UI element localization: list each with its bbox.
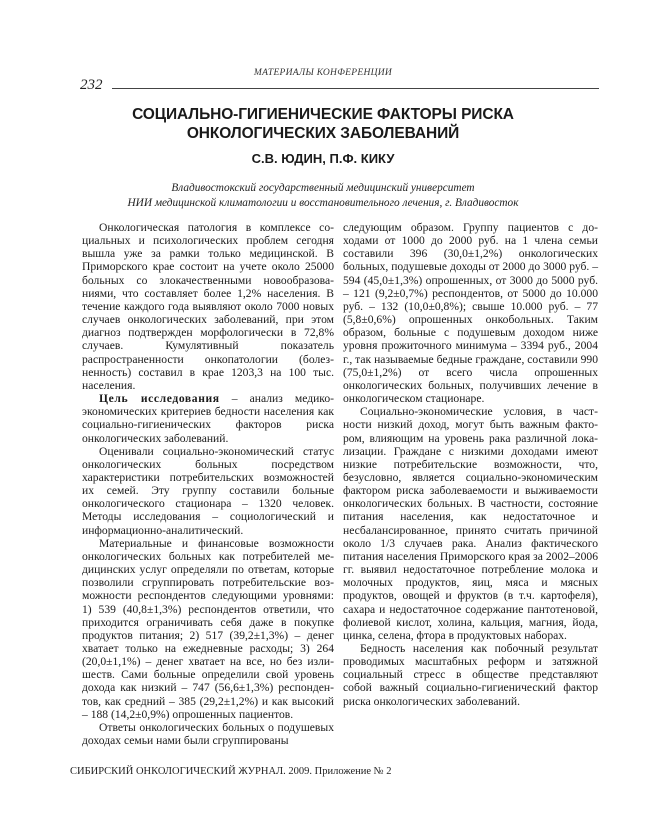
affiliation-line-1: Владивостокский государственный медицинский университет <box>171 182 475 194</box>
affiliation-line-2: НИИ медицинской климатологии и восстановительного лечения, г. Владивосток <box>127 197 519 209</box>
journal-footer: СИБИРСКИЙ ОНКОЛОГИЧЕСКИЙ ЖУРНАЛ. 2009. Приложение № 2 <box>70 766 392 777</box>
paragraph-income-answers: Ответы онкологических больных о подушевых доходах семьи нами были сгруппированы <box>82 720 334 748</box>
aim-label: Цель исследования <box>99 392 220 406</box>
paragraph-conclusion: Бедность населения как побочный результат проводимых масштабных реформ и затяжной социальный стресс в обществе представляют собой важный социально-гигиенический фактор риска онкологических заболеваний. <box>343 642 598 708</box>
article-authors: С.В. ЮДИН, П.Ф. КИКУ <box>251 151 395 166</box>
paragraph-material-capabilities: Материальные и финансовые возможности онкологических больных как потребителей медицинских услуг определяли по ответам, которые позволили сгруппировать потребительские возможности респондентов следующими уровнями: 1) 539 (40,8±1,3%) респондентов ответили, что приходится ограничивать себя даже в покупке продуктов питания; 2) 517 (39,2±1,3%) – денег хватает только на ежедневные расходы; 3) 264 (20,0±1,1%) – денег хватает на все, но без излишеств. Сами больные определили свой уровень дохода как низкий – 747 (56,6±1,3%) респондентов, как средний – 385 (29,2±1,2%) и как высокий – 188 (14,2±0,9%) опрошенных пациентов. <box>82 536 334 721</box>
article-title-line-2: ОНКОЛОГИЧЕСКИХ ЗАБОЛЕВАНИЙ <box>186 125 460 142</box>
running-head: МАТЕРИАЛЫ КОНФЕРЕНЦИИ <box>253 68 393 78</box>
left-column <box>82 221 334 747</box>
paragraph-socioeconomic: Социально-экономические условия, в частности низкий доход, могут быть важным фактором, влияющим на уровень рака различной локализации. Граждане с низкими доходами имеют низкие потребительские возможности, что, безусловно, является социально-экономическим фактором риска заболеваемости и выживаемости онкологических больных. В частности, состояние питания населения, как недостаточное и несбалансированное, принято считать причиной около 1/3 случаев рака. Анализ фактического питания населения Приморского края за 2002–2006 гг. выявил недостаточное потребление молока и молочных продуктов, яиц, мяса и мясных продуктов, овощей и фруктов (в т.ч. картофеля), сахара и недостаточное содержание пантотеновой, фолиевой кислот, холина, кальция, магния, йода, цинка, селена, фтора в продуктовых наборах. <box>343 405 598 642</box>
article-affiliation <box>0 181 646 211</box>
article-title-line-1: СОЦИАЛЬНО-ГИГИЕНИЧЕСКИЕ ФАКТОРЫ РИСКА <box>132 106 514 123</box>
article-title <box>0 105 646 143</box>
page-number: 232 <box>80 77 103 93</box>
paragraph-methods: Оценивали социально-экономический статус онкологических больных посредством характеристики потребительских возможностей их семей. Эту группу составили больные онкологического стационара – 1320 человек. Методы исследования – социологический и информационно-аналитический. <box>82 444 334 537</box>
paragraph-aim <box>82 392 334 445</box>
aim-text: – анализ медико-экономических критериев бедности населения как социально-гигиенических факторов риска онкологических заболеваний. <box>82 392 334 445</box>
header-rule <box>112 88 599 89</box>
paragraph-income-groups: следующим образом. Группу пациентов с доходами от 1000 до 2000 руб. на 1 члена семьи составили 396 (30,0±1,2%) онкологических больных, подушевые доходы от 2000 до 3000 руб. – 594 (45,0±1,3%) опрошенных, от 3000 до 5000 руб. – 121 (9,2±0,7%) респондентов, от 5000 до 10.000 руб. – 132 (10,0±0,8%); свыше 10.000 руб. – 77 (5,8±0,6%) опрошенных онкобольных. Таким образом, больные с подушевым доходом ниже уровня прожиточного минимума – 3394 руб., 2004 г., так называемые бедные граждане, составили 990 (75,0±1,2%) от всего числа опрошенных онкологических больных, получивших лечение в онкологическом стационаре. <box>343 221 598 406</box>
paragraph-intro: Онкологическая патология в комплексе социальных и психологических проблем сегодня вышла уже за рамки только медицинской. В Приморского крае состоит на учете около 25000 больных со злокачественными новообразованиями, что составляет более 1,2% населения. В течение каждого года выявляют около 7000 новых случаев онкологических заболеваний, при этом диагноз подтвержден морфологически в 72,8% случаев. Кумулятивный показатель распространенности онкопатологии (болезненность) составил в крае 1203,3 на 100 тыс. населения. <box>82 221 334 392</box>
right-column <box>343 221 598 708</box>
